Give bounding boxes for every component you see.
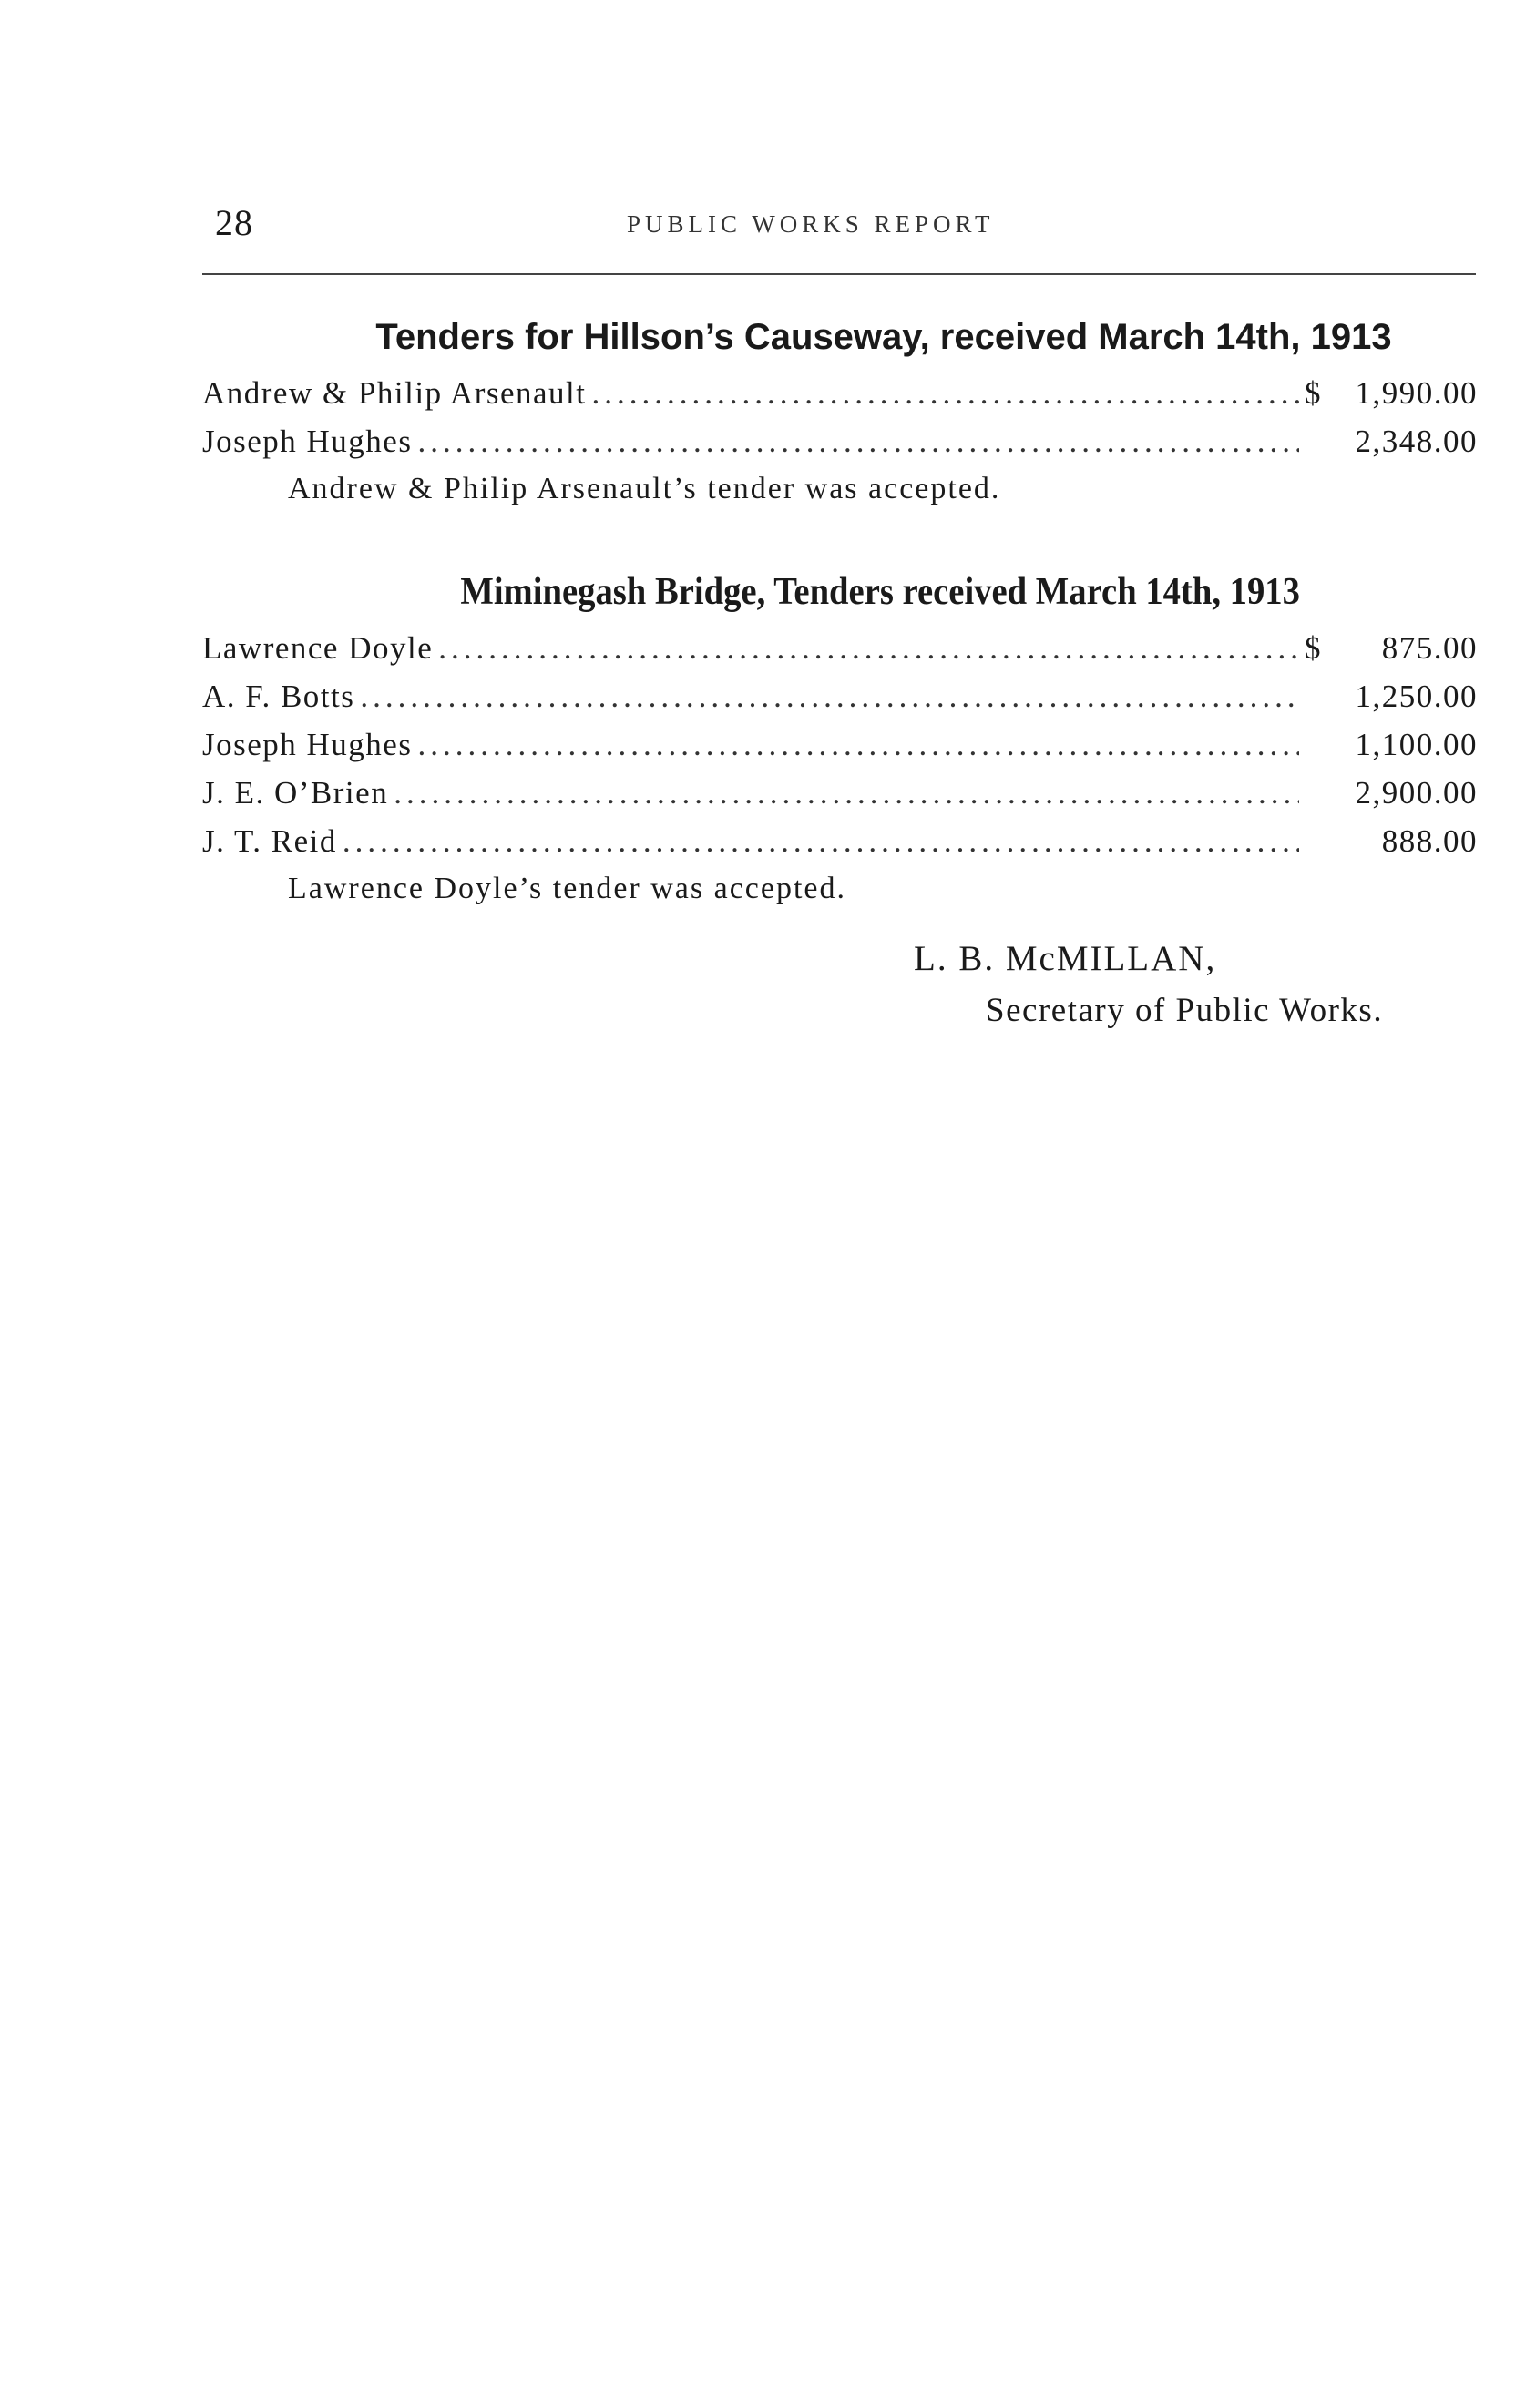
accepted-note: Lawrence Doyle’s tender was accepted. [288, 872, 847, 905]
dot-leader [360, 672, 1299, 720]
dot-leader [394, 769, 1299, 817]
signatory-title: Secretary of Public Works. [986, 992, 1384, 1029]
tender-row [202, 672, 1478, 720]
tender-amount: 1,990.00 [1355, 375, 1478, 411]
dot-leader [417, 417, 1299, 465]
tender-amount: 2,348.00 [1355, 423, 1478, 459]
running-head: PUBLIC WORKS REPORT [627, 210, 995, 238]
tender-row [202, 369, 1478, 417]
hillsons-causeway-section [202, 314, 1478, 513]
dot-leader [438, 624, 1299, 672]
currency-symbol: $ [1305, 630, 1322, 666]
page-number: 28 [215, 202, 253, 243]
header-rule [202, 273, 1476, 275]
tenderer-name: J. E. O’Brien [202, 775, 389, 811]
tender-row [202, 769, 1478, 817]
tender-list [202, 369, 1478, 465]
tender-amount: 1,250.00 [1355, 679, 1478, 714]
tender-row [202, 417, 1478, 465]
tenderer-name: Lawrence Doyle [202, 630, 434, 666]
dot-leader [343, 817, 1299, 865]
tenderer-name: Joseph Hughes [202, 727, 413, 762]
tender-amount: 1,100.00 [1355, 727, 1478, 762]
tenderer-name: Joseph Hughes [202, 423, 413, 459]
tenderer-name: J. T. Reid [202, 823, 337, 859]
accepted-note: Andrew & Philip Arsenault’s tender was accepted. [288, 472, 1001, 505]
tenderer-name: A. F. Botts [202, 679, 355, 714]
signatory-name: L. B. McMILLAN, [914, 939, 1217, 978]
tender-row [202, 817, 1478, 865]
tender-amount: 888.00 [1381, 823, 1478, 859]
page-header [202, 196, 1478, 250]
tender-amount: 2,900.00 [1355, 775, 1478, 811]
tender-row [202, 624, 1478, 672]
tender-list [202, 624, 1478, 865]
dot-leader [592, 369, 1300, 417]
section-title: Tenders for Hillson’s Causeway, received March 14th, 1913 [375, 317, 1392, 357]
tender-amount: 875.00 [1381, 630, 1478, 666]
tenderer-name: Andrew & Philip Arsenault [202, 375, 587, 411]
miminegash-bridge-section [202, 569, 1478, 913]
tender-row [202, 720, 1478, 769]
section-title: Miminegash Bridge, Tenders received March 14th, 1913 [460, 571, 1300, 613]
currency-symbol: $ [1305, 375, 1322, 411]
dot-leader [417, 720, 1299, 769]
